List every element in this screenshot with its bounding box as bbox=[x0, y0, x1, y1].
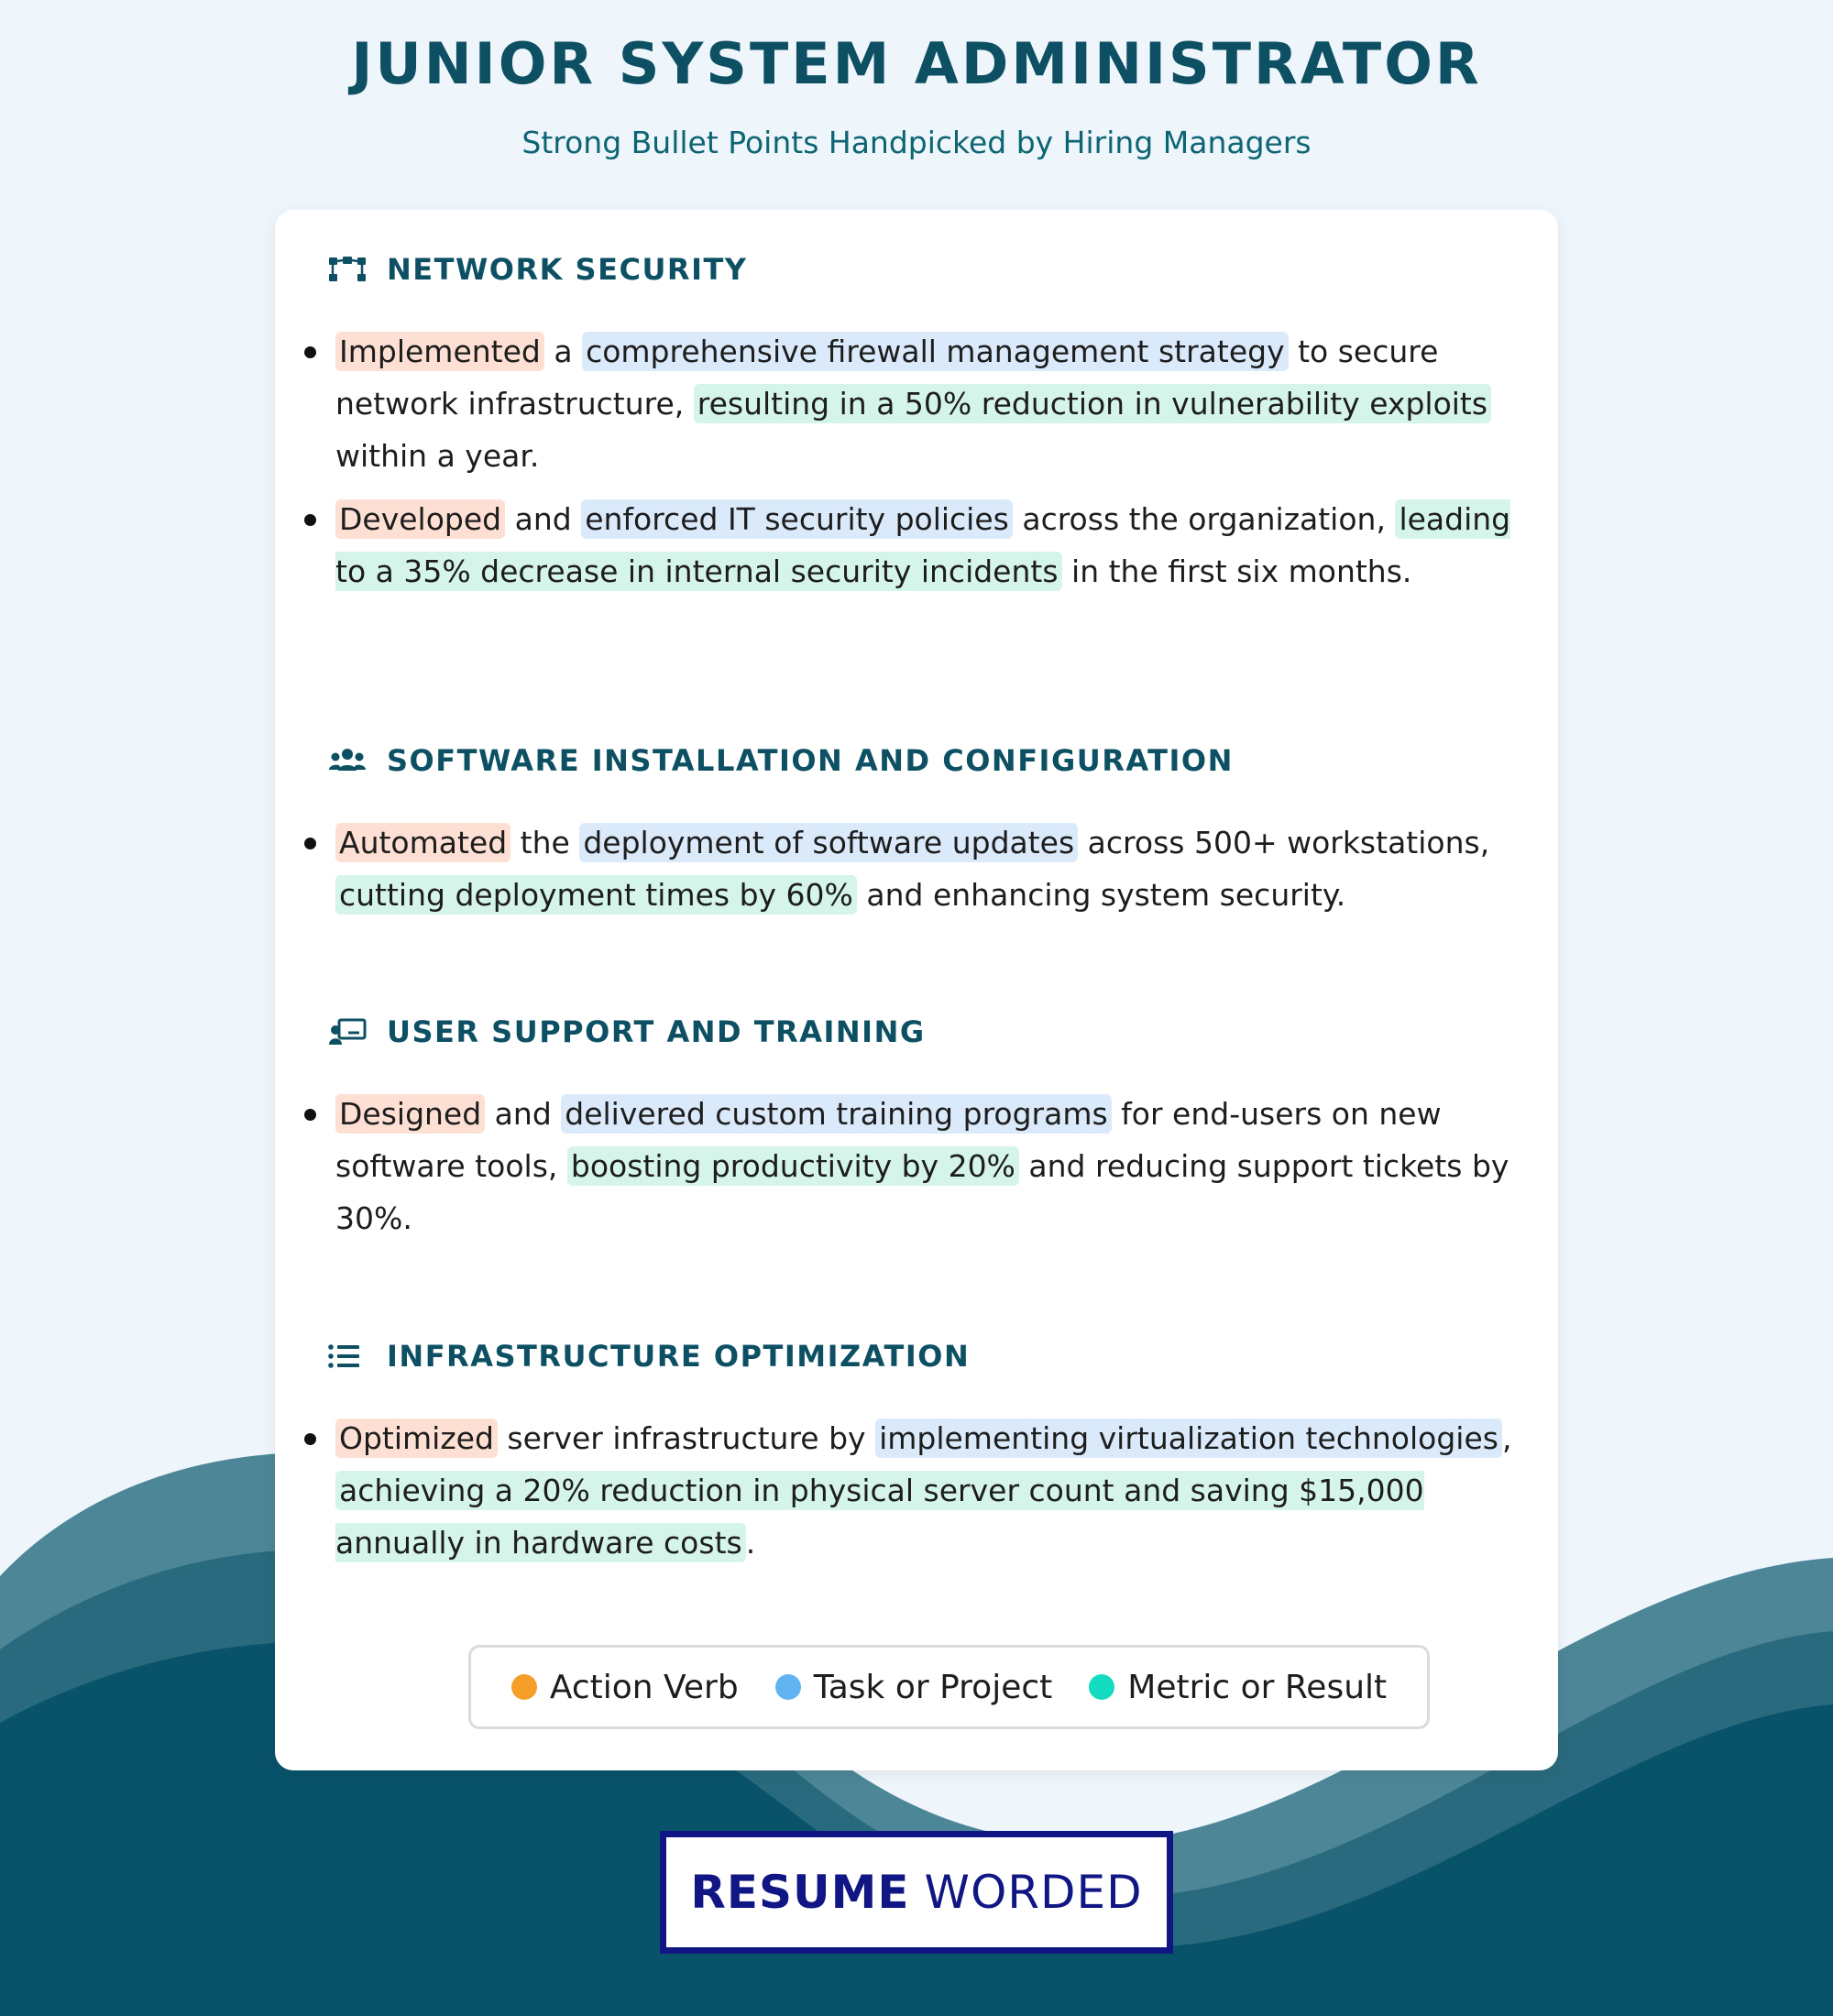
task-project: delivered custom training programs bbox=[561, 1094, 1111, 1134]
section-software-installation bbox=[275, 742, 1558, 921]
section-title: NETWORK SECURITY bbox=[387, 252, 748, 287]
section-infrastructure-optimization bbox=[275, 1338, 1558, 1569]
action-verb: Designed bbox=[335, 1094, 485, 1134]
legend-item-metric-result bbox=[1089, 1669, 1387, 1706]
plain-text: to secure network infrastructure, bbox=[335, 334, 1439, 422]
list-icon bbox=[328, 1341, 367, 1372]
presentation-icon bbox=[328, 1016, 367, 1047]
logo-bold-text: RESUME bbox=[690, 1866, 910, 1919]
bullet-item bbox=[335, 816, 1527, 921]
logo-regular-text: WORDED bbox=[924, 1866, 1143, 1919]
resume-worded-logo bbox=[660, 1831, 1173, 1954]
page-header bbox=[0, 27, 1833, 161]
plain-text: a bbox=[543, 334, 583, 369]
metric-result: boosting productivity by 20% bbox=[567, 1146, 1019, 1186]
bullet-item bbox=[335, 325, 1527, 482]
bullet-points-card bbox=[275, 210, 1558, 1770]
blue-dot-icon bbox=[775, 1674, 801, 1700]
highlight-legend bbox=[468, 1645, 1430, 1729]
metric-result: achieving a 20% reduction in physical server count and saving $15,000 annually in hardware costs bbox=[335, 1473, 1424, 1561]
section-title: USER SUPPORT AND TRAINING bbox=[387, 1014, 926, 1049]
section-heading bbox=[328, 742, 1558, 779]
legend-label: Action Verb bbox=[549, 1668, 739, 1706]
plain-text: in the first six months. bbox=[1061, 553, 1412, 589]
legend-item-action-verb bbox=[511, 1669, 739, 1706]
section-title: SOFTWARE INSTALLATION AND CONFIGURATION bbox=[387, 743, 1234, 778]
plain-text: across 500+ workstations, bbox=[1078, 825, 1490, 860]
section-network-security bbox=[275, 251, 1558, 597]
bullet-list bbox=[275, 816, 1558, 921]
bullet-item bbox=[335, 1412, 1527, 1569]
orange-dot-icon bbox=[511, 1674, 537, 1700]
bullet-item bbox=[335, 493, 1527, 597]
page-title: JUNIOR SYSTEM ADMINISTRATOR bbox=[351, 30, 1482, 97]
page-subtitle: Strong Bullet Points Handpicked by Hiring Managers bbox=[521, 125, 1312, 160]
plain-text: and reducing support tickets by 30%. bbox=[335, 1148, 1509, 1236]
task-project: enforced IT security policies bbox=[581, 499, 1013, 539]
metric-result: leading to a 35% decrease in internal security incidents bbox=[335, 501, 1511, 589]
action-verb: Developed bbox=[335, 499, 505, 539]
task-project: deployment of software updates bbox=[579, 823, 1078, 862]
bullet-list bbox=[275, 325, 1558, 597]
bullet-list bbox=[275, 1412, 1558, 1569]
action-verb: Automated bbox=[335, 823, 510, 862]
teal-dot-icon bbox=[1089, 1674, 1114, 1700]
plain-text: , bbox=[1501, 1420, 1512, 1456]
plain-text: server infrastructure by bbox=[497, 1420, 876, 1456]
plain-text: the bbox=[510, 825, 580, 860]
legend-label: Task or Project bbox=[813, 1668, 1053, 1706]
legend-item-task-project bbox=[775, 1669, 1053, 1706]
users-icon bbox=[328, 745, 367, 776]
bullet-list bbox=[275, 1088, 1558, 1244]
section-title: INFRASTRUCTURE OPTIMIZATION bbox=[387, 1339, 971, 1374]
task-project: implementing virtualization technologies bbox=[875, 1419, 1502, 1458]
network-icon bbox=[328, 254, 367, 285]
section-heading bbox=[328, 251, 1558, 288]
action-verb: Optimized bbox=[335, 1419, 498, 1458]
action-verb: Implemented bbox=[335, 332, 544, 371]
bullet-item bbox=[335, 1088, 1527, 1244]
plain-text: across the organization, bbox=[1012, 501, 1396, 537]
plain-text: . bbox=[745, 1525, 756, 1561]
plain-text: and bbox=[505, 501, 582, 537]
section-user-support bbox=[275, 1013, 1558, 1244]
plain-text: within a year. bbox=[335, 438, 540, 474]
metric-result: resulting in a 50% reduction in vulnerability exploits bbox=[694, 384, 1491, 423]
plain-text: and bbox=[485, 1096, 562, 1132]
section-heading bbox=[328, 1013, 1558, 1050]
plain-text: for end-users on new software tools, bbox=[335, 1096, 1442, 1184]
section-heading bbox=[328, 1338, 1558, 1375]
legend-label: Metric or Result bbox=[1127, 1668, 1388, 1706]
metric-result: cutting deployment times by 60% bbox=[335, 875, 857, 915]
plain-text: and enhancing system security. bbox=[856, 877, 1346, 913]
task-project: comprehensive firewall management strategy bbox=[582, 332, 1289, 371]
